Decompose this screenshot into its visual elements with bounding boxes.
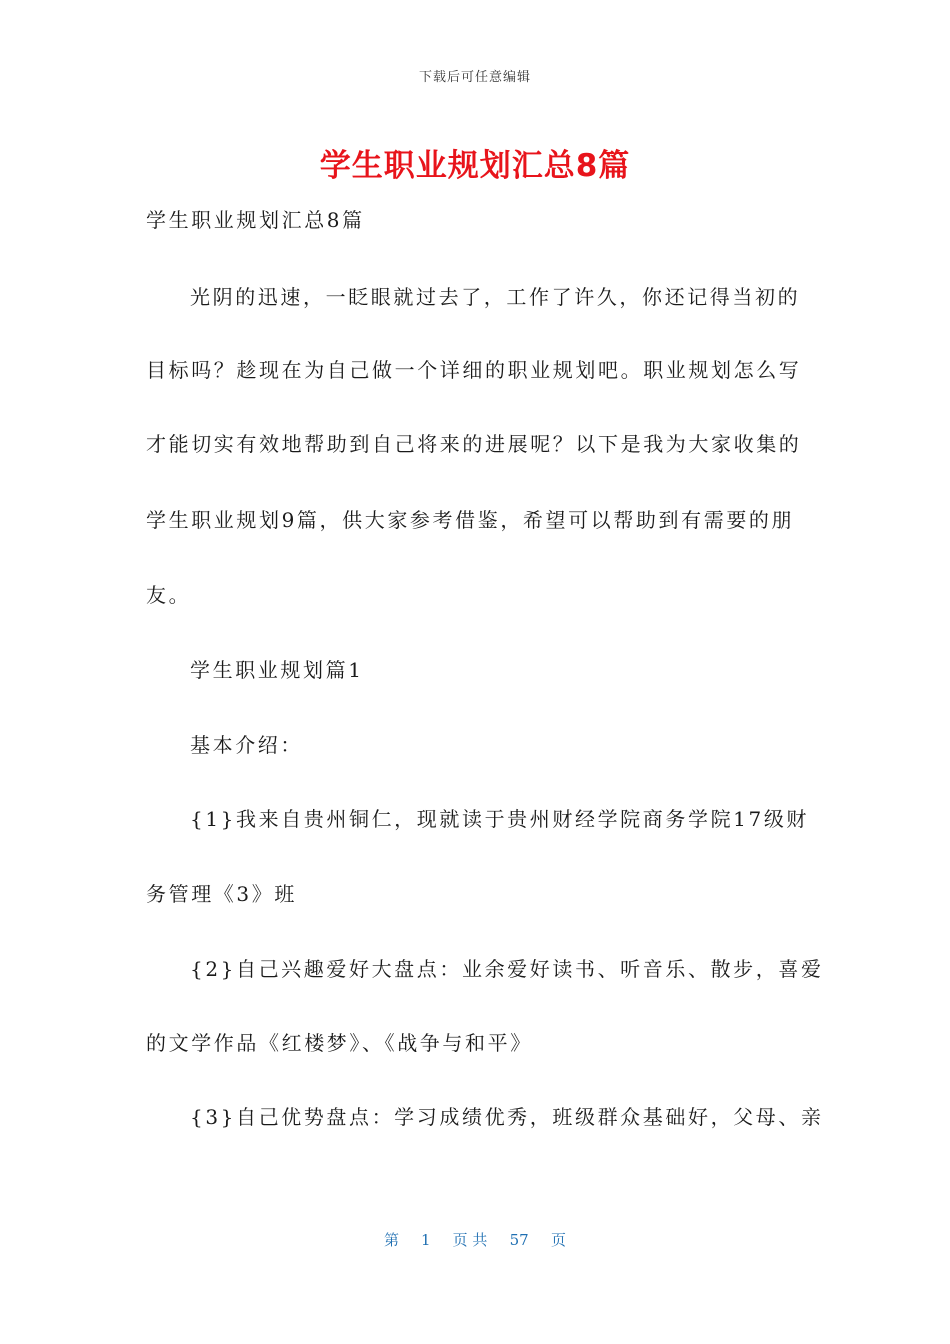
paragraph-line: 友。 [146, 583, 192, 607]
section-heading: 学生职业规划篇1 [190, 658, 364, 682]
paragraph-line: 才能切实有效地帮助到自己将来的进展呢？以下是我为大家收集的 [146, 432, 802, 456]
paragraph-line: {1}我来自贵州铜仁，现就读于贵州财经学院商务学院17级财 [190, 807, 810, 831]
footer-total-pages: 57 [509, 1231, 529, 1249]
subtitle-line: 学生职业规划汇总8篇 [146, 208, 365, 232]
footer-page-number: 1 [421, 1231, 431, 1249]
footer-prefix: 第 [384, 1231, 400, 1249]
document-title: 学生职业规划汇总8篇 [319, 148, 631, 184]
paragraph-line: {2}自己兴趣爱好大盘点：业余爱好读书、听音乐、散步，喜爱 [190, 957, 824, 981]
paragraph-line: 学生职业规划9篇，供大家参考借鉴，希望可以帮助到有需要的朋 [146, 508, 795, 532]
paragraph-line: 务管理《3》班 [146, 882, 297, 906]
page-footer [0, 1229, 950, 1250]
header-note: 下载后可任意编辑 [418, 70, 531, 85]
paragraph-line: 的文学作品《红楼梦》、《战争与和平》 [146, 1031, 533, 1055]
paragraph-line: 基本介绍： [190, 733, 303, 757]
footer-middle: 页 共 [452, 1231, 488, 1249]
paragraph-line: 光阴的迅速，一眨眼就过去了，工作了许久，你还记得当初的 [190, 285, 801, 309]
paragraph-line: 目标吗？趁现在为自己做一个详细的职业规划吧。职业规划怎么写 [146, 358, 802, 382]
paragraph-line: {3}自己优势盘点：学习成绩优秀，班级群众基础好，父母、亲 [190, 1105, 824, 1129]
footer-suffix: 页 [550, 1231, 566, 1249]
